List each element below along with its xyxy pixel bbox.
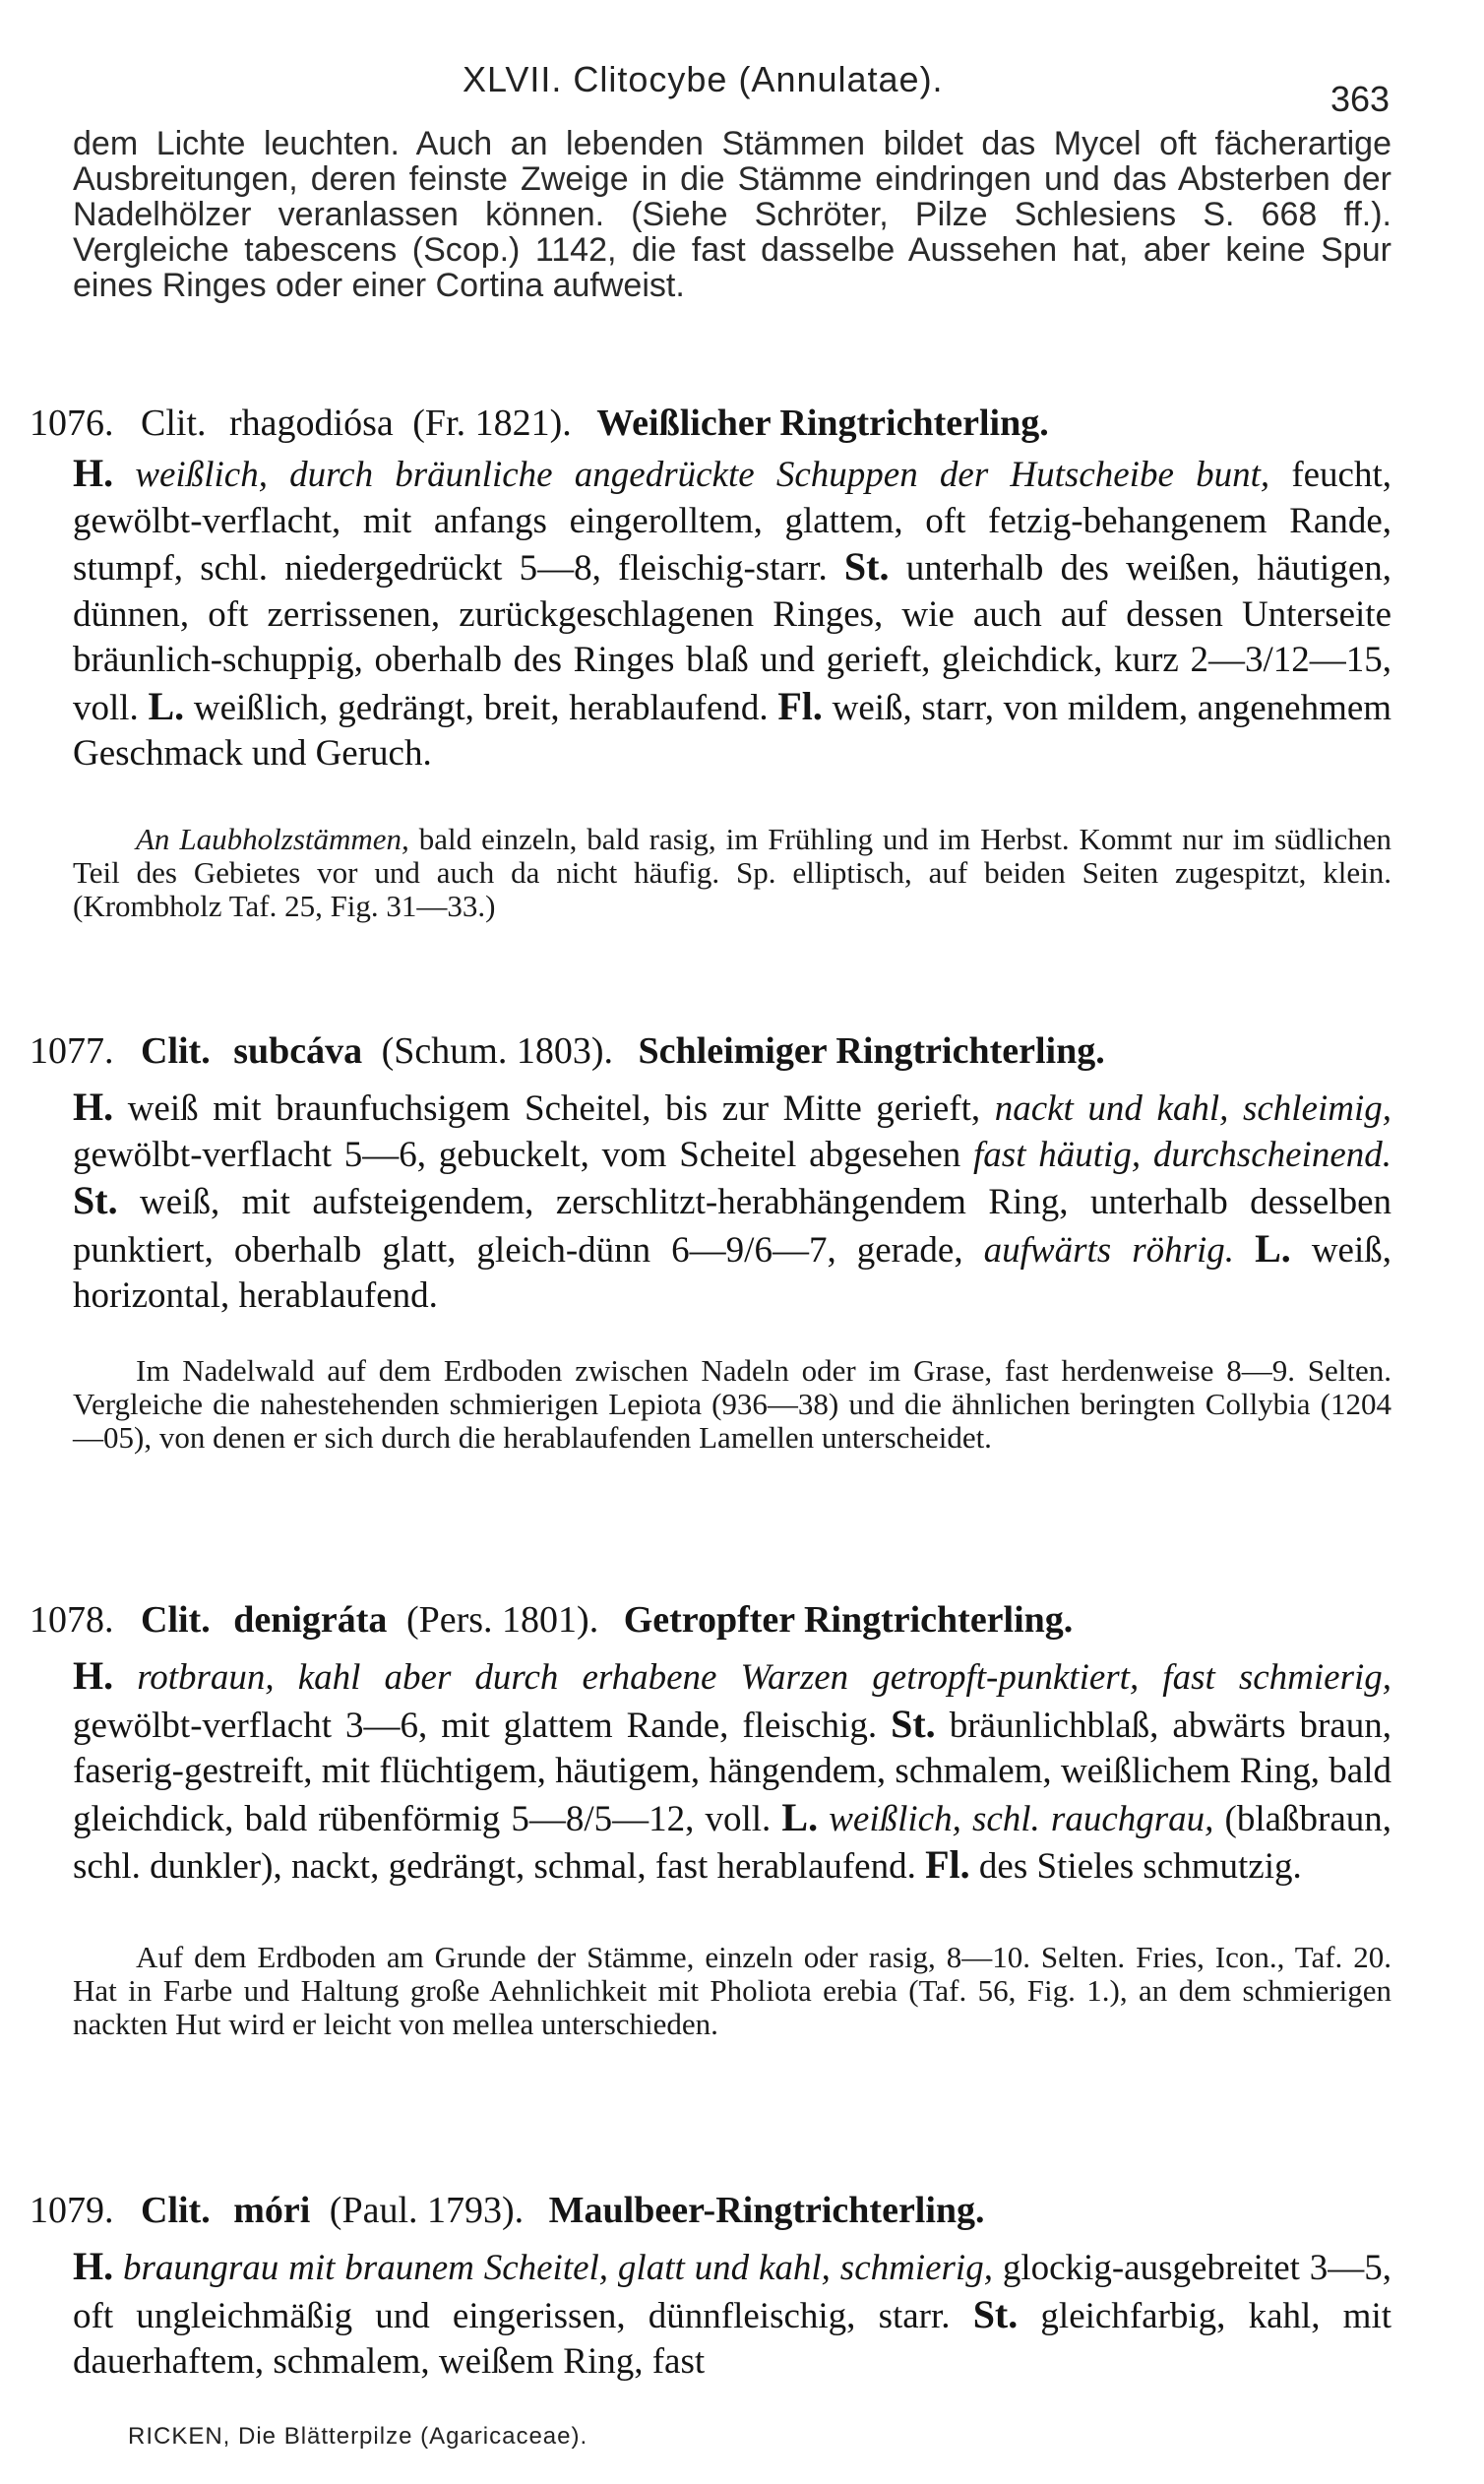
entry-common-name: Weißlicher Ringtrichterling. [596,403,1049,444]
entry-number: 1079. [30,2190,114,2231]
lamellen-label: L. [1255,1225,1291,1271]
page-number: 363 [1330,79,1391,119]
fleisch-label: Fl. [925,1842,970,1887]
hut-italic-text-continued: fast häutig, durchscheinend. [973,1134,1391,1175]
hut-italic-text: nackt und kahl, schleimig, [994,1088,1392,1129]
entry-number: 1077. [30,1030,114,1072]
hut-text: glockig-ausgebreitet 3—5, oft ungleichmäßig und eingerissen, dünnfleischig, starr. [73,2248,1392,2336]
hut-text: feucht, gewölbt-verflacht, mit anfangs eingerolltem, glattem, oft fetzig-behangenem Rande, stumpf, schl. niedergedrückt 5—8, fleischig-starr. [73,455,1392,589]
entry-common-name: Maulbeer-Ringtrichterling. [548,2190,985,2231]
lamellen-italic-text: weißlich, schl. rauchgrau, [829,1798,1214,1839]
entry-note: Auf dem Erdboden am Grunde der Stämme, einzeln oder rasig, 8—10. Selten. Fries, Icon., Taf. 20. Hat in Farbe und Haltung große Aehnlichkeit mit Pholiota erebia (Taf. 56, Fig. 1.), an dem schmierigen nackten Hut wird er leicht von mellea unterschieden. [73,1940,1391,2041]
fleisch-text: weiß, starr, von mildem, angenehmem Geschmack und Geruch. [73,687,1392,774]
entry-description [73,1653,1391,1891]
entry-description [73,2244,1391,2386]
hut-label: H. [73,1085,114,1129]
lamellen-text: weißlich, gedrängt, breit, herablaufend. [193,687,769,728]
stiel-label: St. [73,1178,118,1222]
entry-genus: Clit. [141,1030,211,1072]
stiel-label: St. [891,1701,936,1746]
hut-text-continued: gewölbt-verflacht 5—6, gebuckelt, vom Scheitel abgesehen [73,1134,961,1175]
hut-italic-text: rotbraun, kahl aber durch erhabene Warzen getropft-punktiert, fast schmierig, [137,1657,1391,1698]
entry-author: (Schum. 1803). [381,1030,614,1072]
note-italic-text: An Laubholzstämmen, [136,822,409,856]
entry-author: (Pers. 1801). [405,1599,599,1641]
stiel-label: St. [972,2291,1019,2336]
fleisch-label: Fl. [777,683,823,728]
entry-species: subcáva [233,1030,363,1072]
entry-number: 1076. [30,403,114,444]
entry-note [73,823,1391,923]
entry-species: rhagodiósa [229,403,394,444]
intro-paragraph: dem Lichte leuchten. Auch an lebenden Stämmen bildet das Mycel oft fächerartige Ausbreitungen, deren feinste Zweige in die Stämme eindringen und das Absterben der Nadelhölzer veranlassen können. (Siehe Schröter, Pilze Schlesiens S. 668 ff.). Vergleiche tabescens (Scop.) 1142, die fast dasselbe Aussehen hat, aber keine Spur eines Ringes oder einer Cortina aufweist. [73,125,1391,304]
hut-text: gewölbt-verflacht 3—6, mit glattem Rande, fleischig. [73,1705,878,1746]
entry-heading [30,1029,1105,1073]
entry-description [73,1085,1391,1320]
entry-common-name: Schleimiger Ringtrichterling. [638,1030,1105,1072]
entry-species: denigráta [233,1599,388,1641]
note-text: bald einzeln, bald rasig, im Frühling und im Herbst. Kommt nur im südlichen Teil des Gebietes vor und auch da nicht häufig. Sp. elliptisch, auf beiden Seiten zugespitzt, klein. (Krombholz Taf. 25, Fig. 31—33.) [73,822,1391,923]
entry-note: Im Nadelwald auf dem Erdboden zwischen Nadeln oder im Grase, fast herdenweise 8—9. Selten. Vergleiche die nahestehenden schmierigen Lepiota (936—38) und die ähnlichen beringten Collybia (1204—05), von denen er sich durch die herablaufenden Lamellen unterscheidet. [73,1353,1391,1455]
stiel-label: St. [843,544,890,589]
lamellen-text: weiß, horizontal, herablaufend. [73,1229,1392,1316]
entry-common-name: Getropfter Ringtrichterling. [623,1599,1074,1641]
hut-label: H. [73,1653,114,1698]
hut-text: weiß mit braunfuchsigem Scheitel, bis zur Mitte gerieft, [127,1088,981,1129]
stiel-italic-text: aufwärts röhrig. [983,1229,1235,1271]
stiel-text: unterhalb des weißen, häutigen, dünnen, oft zerrissenen, zurückgeschlagenen Ringes, wie auch auf dessen Unterseite bräunlich-schuppig, oberhalb des Ringes blaß und gerieft, gleichdick, kurz 2—3/12—15, voll. [73,548,1392,728]
hut-italic-text: braungrau mit braunem Scheitel, glatt und kahl, schmierig, [123,2248,993,2288]
entry-genus: Clit. [141,2190,211,2231]
hut-label: H. [73,2244,114,2288]
page-footer: RICKEN, Die Blätterpilze (Agaricaceae). [128,2423,588,2450]
entry-author: (Paul. 1793). [329,2190,525,2231]
running-head-title: XLVII. Clitocybe (Annulatae). [463,59,944,99]
entry-genus: Clit. [141,1599,211,1641]
entry-author: (Fr. 1821). [412,403,572,444]
hut-label: H. [73,451,114,495]
stiel-text: bräunlichblaß, abwärts braun, faserig-gestreift, mit flüchtigem, häutigem, hängendem, schmalem, weißlichem Ring, bald gleichdick, bald rübenförmig 5—8/5—12, voll. [73,1705,1391,1839]
fleisch-text: des Stieles schmutzig. [978,1846,1302,1887]
stiel-text: weiß, mit aufsteigendem, zerschlitzt-herabhängendem Ring, unterhalb desselben punktiert, oberhalb glatt, gleich-dünn 6—9/6—7, gerade, [73,1182,1391,1271]
entry-heading [30,2189,985,2232]
entry-number: 1078. [30,1599,114,1641]
lamellen-label: L. [148,683,185,728]
entry-heading [30,402,1049,445]
hut-italic-text: weißlich, durch bräunliche angedrückte Schuppen der Hutscheibe bunt, [135,455,1270,495]
entry-description [73,451,1391,777]
lamellen-label: L. [781,1794,819,1839]
entry-heading [30,1598,1073,1642]
entry-genus: Clit. [141,403,207,444]
stiel-text: gleichfarbig, kahl, mit dauerhaftem, schmalem, weißem Ring, fast [73,2295,1392,2382]
entry-species: móri [233,2190,311,2231]
lamellen-text: (blaßbraun, schl. dunkler), nackt, gedrängt, schmal, fast herablaufend. [73,1798,1392,1887]
running-head [0,59,1484,118]
